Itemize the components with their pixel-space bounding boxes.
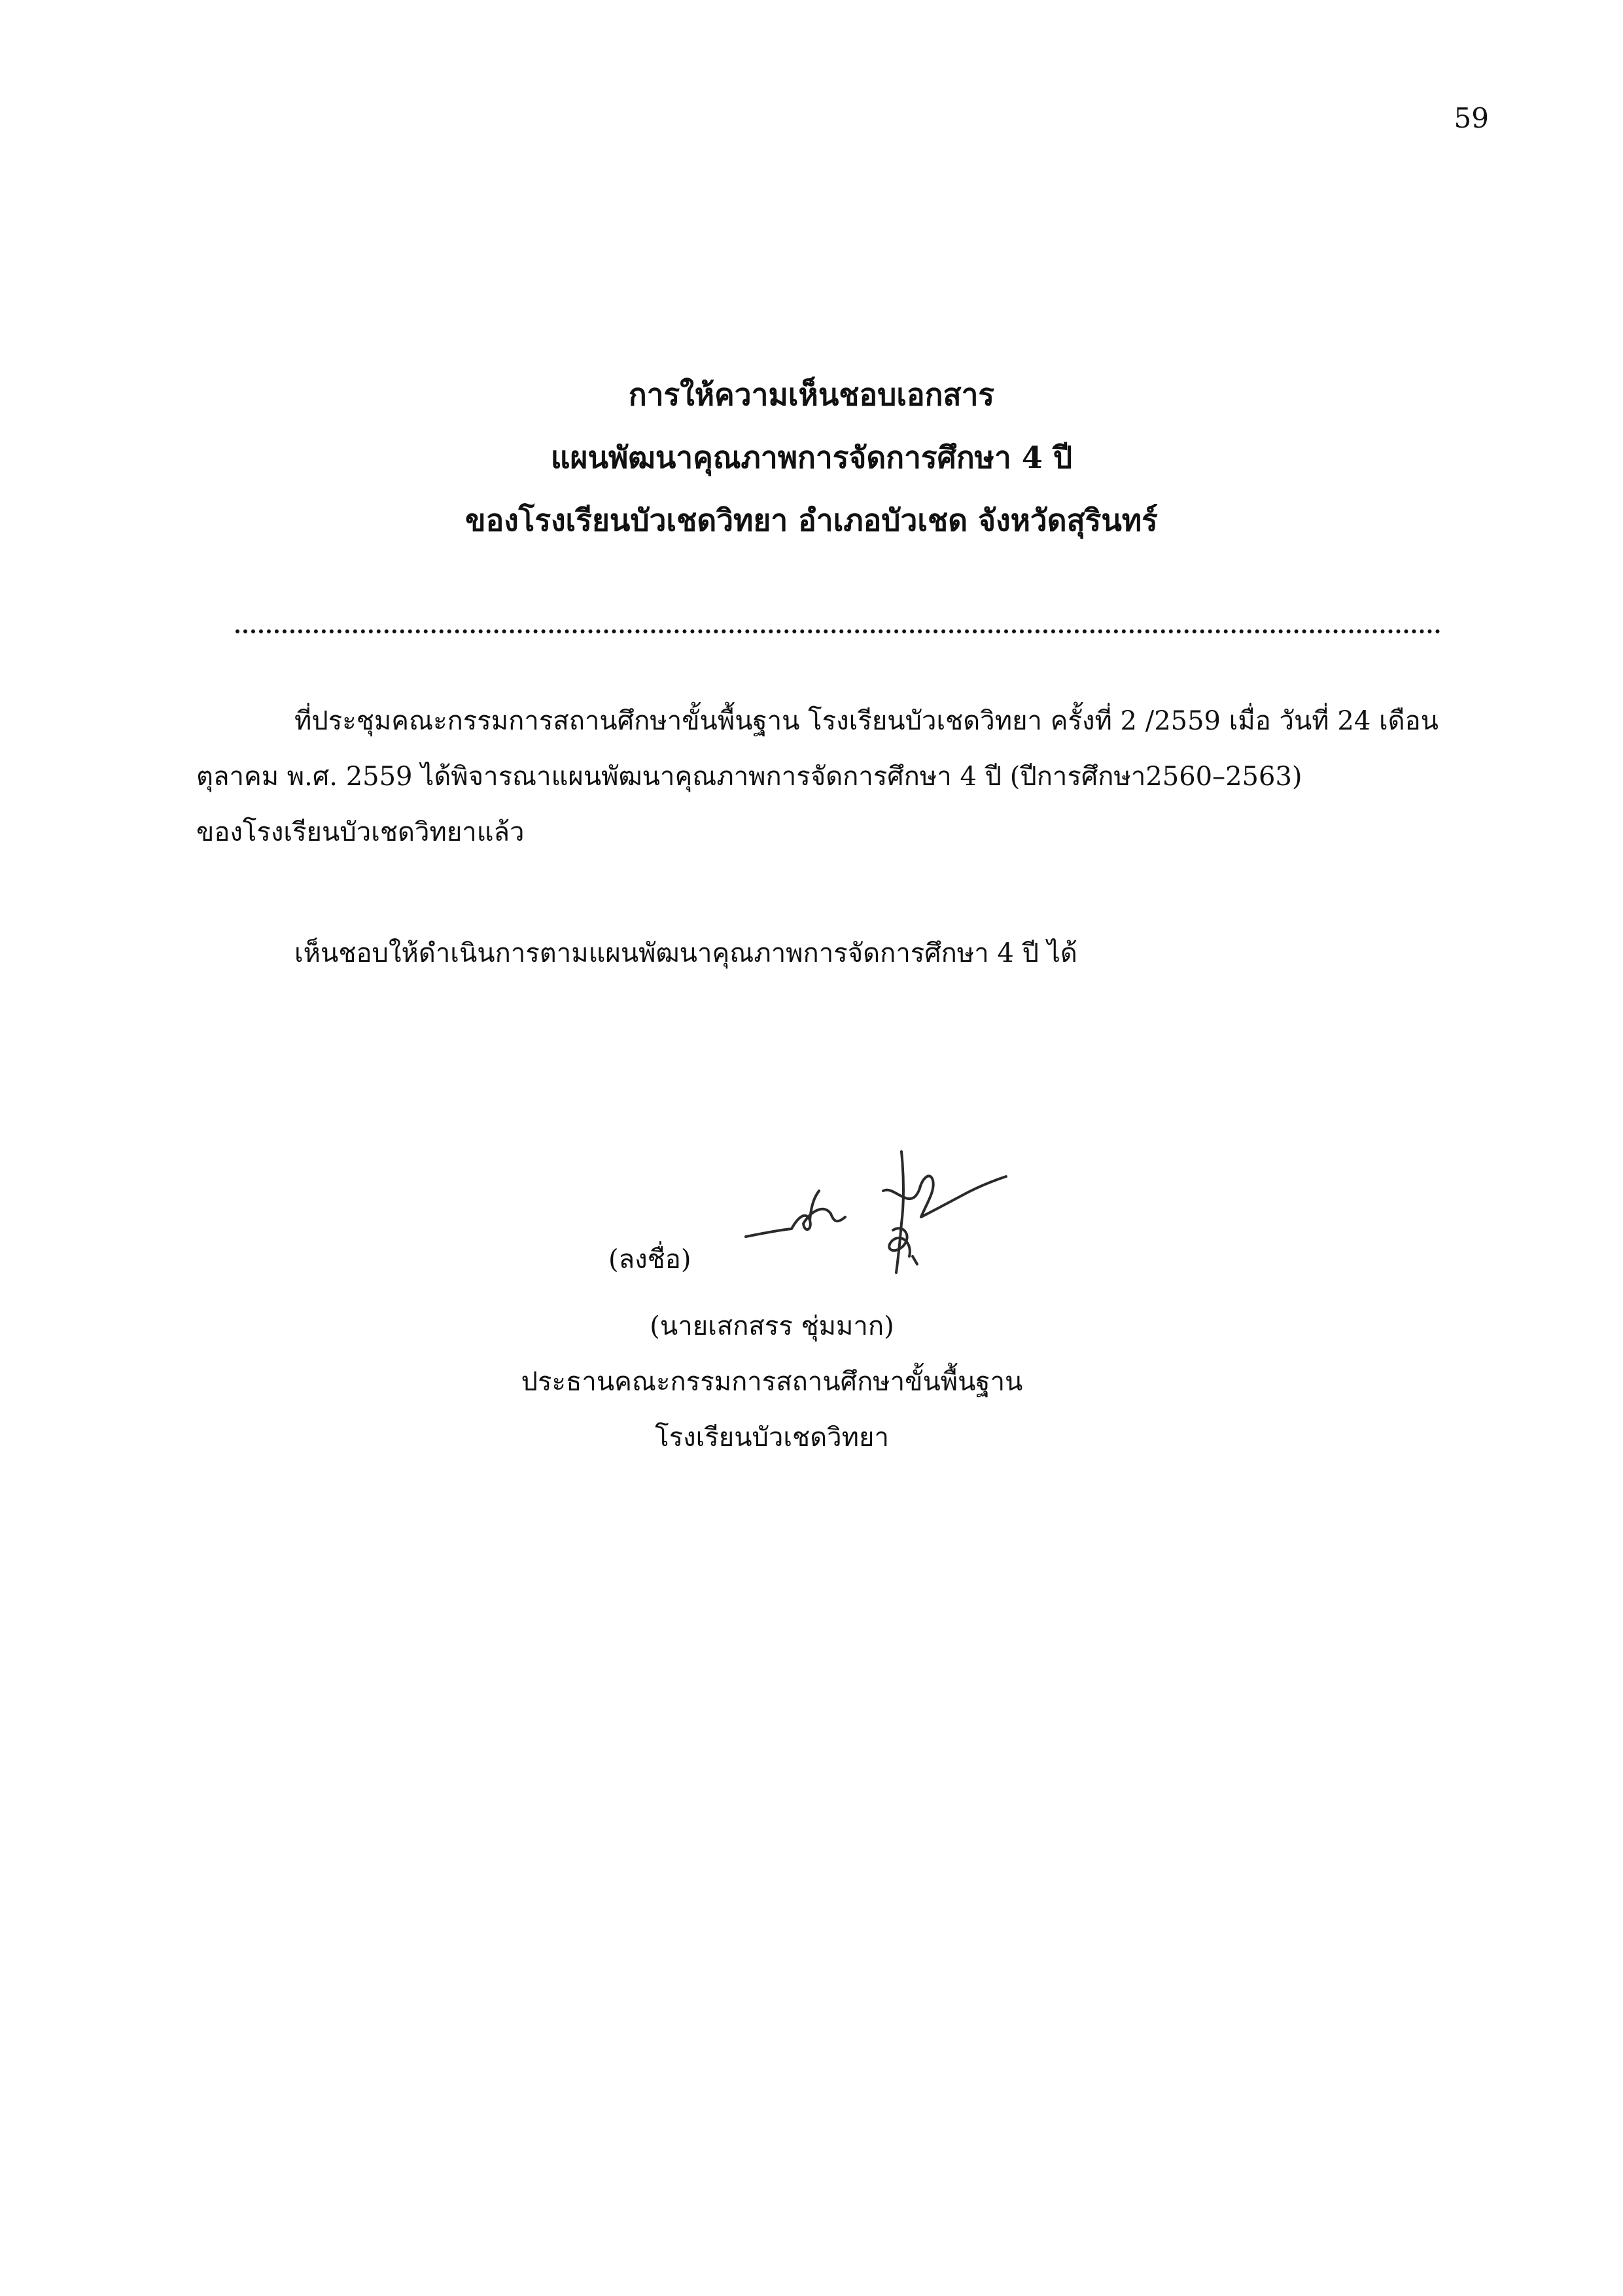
dotted-divider bbox=[236, 629, 1440, 633]
signature-label: (ลงชื่อ) bbox=[608, 1245, 691, 1275]
title-line-3: ของโรงเรียนบัวเชดวิทยา อำเภอบัวเชด จังหวัดสุรินทร์ bbox=[465, 503, 1158, 538]
approval-line: เห็นชอบให้ดำเนินการตามแผนพัฒนาคุณภาพการจัดการศึกษา 4 ปี ได้ bbox=[294, 938, 1077, 968]
resolution-line-2: ตุลาคม พ.ศ. 2559 ได้พิจารณาแผนพัฒนาคุณภาพการจัดการศึกษา 4 ปี (ปีการศึกษา2560–2563) bbox=[196, 762, 1302, 792]
signer-organization: โรงเรียนบัวเชดวิทยา bbox=[655, 1422, 889, 1453]
approval-paragraph bbox=[196, 926, 1478, 981]
resolution-line-1: ที่ประชุมคณะกรรมการสถานศึกษาขั้นพื้นฐาน โรงเรียนบัวเชดวิทยา ครั้งที่ 2 /2559 เมื่อ วันที่ 24 เดือน bbox=[294, 706, 1439, 736]
title-line-1: การให้ความเห็นชอบเอกสาร bbox=[628, 377, 995, 412]
signature-row bbox=[608, 1125, 1066, 1296]
signature-strokes bbox=[746, 1152, 1006, 1273]
signer-details bbox=[445, 1299, 1099, 1466]
handwritten-signature bbox=[733, 1125, 1014, 1289]
document-title bbox=[0, 363, 1623, 552]
page-number: 59 bbox=[1454, 102, 1489, 134]
resolution-paragraph bbox=[196, 694, 1478, 860]
title-line-2: แผนพัฒนาคุณภาพการจัดการศึกษา 4 ปี bbox=[550, 440, 1073, 475]
resolution-line-3: ของโรงเรียนบัวเชดวิทยาแล้ว bbox=[196, 817, 525, 847]
signer-name: (นายเสกสรร ชุ่มมาก) bbox=[650, 1311, 894, 1341]
signer-position: ประธานคณะกรรมการสถานศึกษาขั้นพื้นฐาน bbox=[521, 1367, 1023, 1397]
